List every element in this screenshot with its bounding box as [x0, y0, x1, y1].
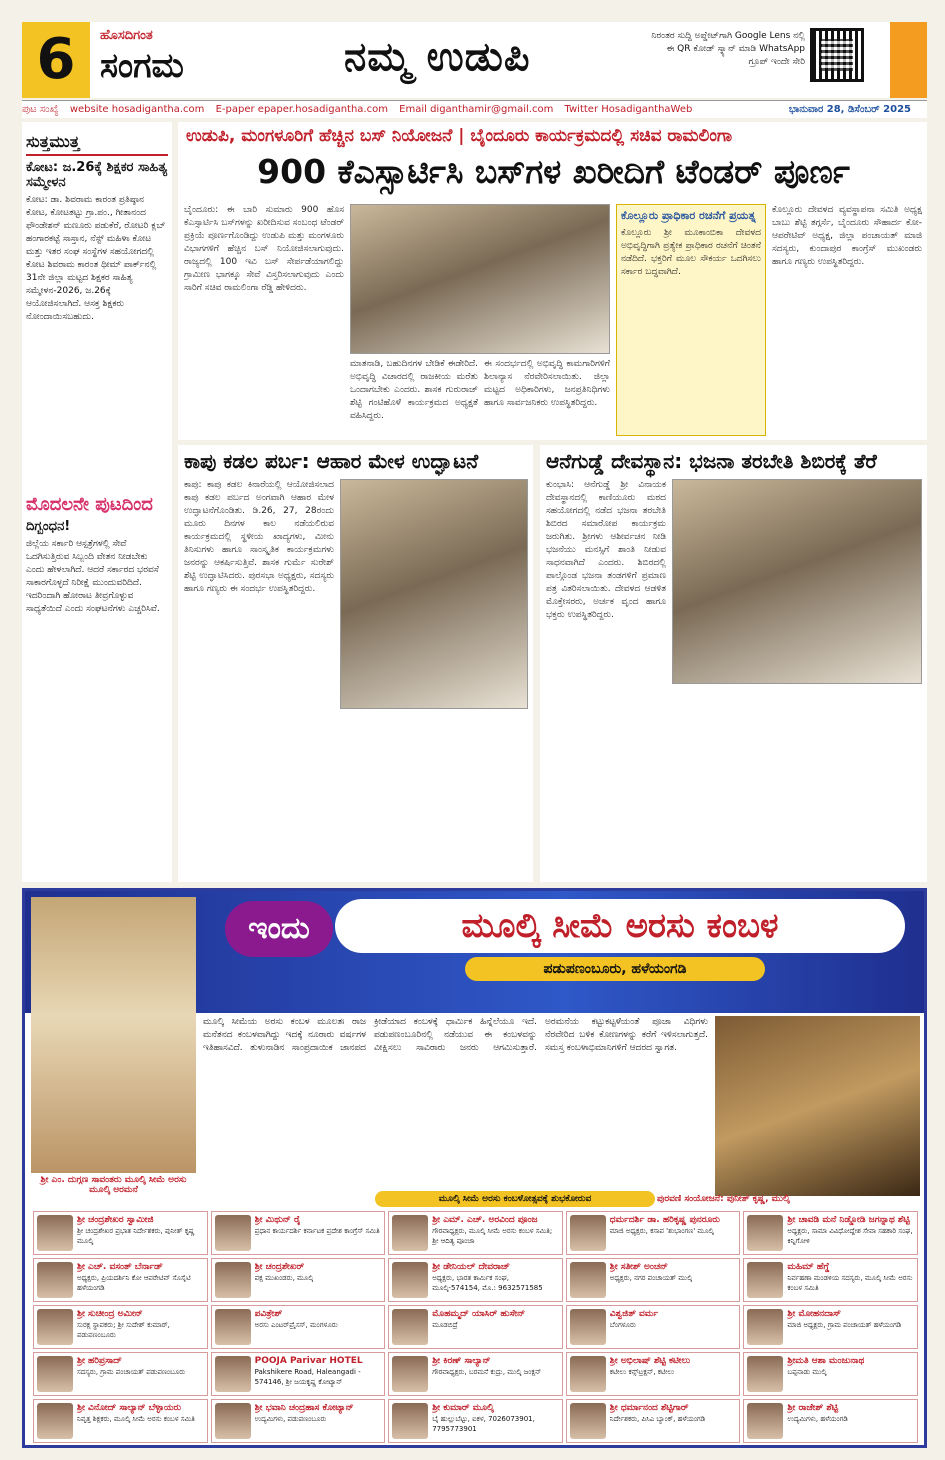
sponsor-info: [255, 1403, 354, 1439]
avatar: [215, 1262, 251, 1298]
sponsor-name: ಶ್ರೀ ಧರ್ಮಾನಂದ ಶೆಟ್ಟಿಗಾರ್: [609, 1403, 689, 1413]
sponsor-role: ಉದ್ಯಮಿಗಳು, ಹಳೆಯಂಗಡಿ: [787, 1415, 848, 1423]
story-aneguddE: [540, 445, 927, 882]
sponsor-card: [33, 1399, 208, 1443]
sponsor-name: ಶ್ರೀ ಎಚ್. ವಸಂತ್ ಬೆರ್ನಾಡ್: [77, 1262, 163, 1272]
ad-portrait-caption: ಶ್ರೀ ಎಂ. ದುಗ್ಗಣ ಸಾವಂತರು ಮೂಲ್ಕಿ ಸೀಮೆ ಅರಸು ಮೂಲ್ಕಿ ಅರಮನೆ: [31, 1173, 196, 1197]
sponsor-card: [211, 1305, 386, 1349]
sponsor-role: ಪಕ್ಷ ಮುಖಂಡರು, ಮೂಲ್ಕಿ: [254, 1274, 314, 1282]
avatar: [747, 1356, 783, 1392]
avatar: [747, 1215, 783, 1251]
info-bar: [22, 100, 927, 118]
news-title[interactable]: ಕೋಟ: ಜ.26ಕ್ಕೆ ಶಿಕ್ಷಕರ ಸಾಹಿತ್ಯ ಸಮ್ಮೇಳನ: [26, 160, 168, 190]
sponsor-info: [432, 1215, 559, 1251]
avatar: [392, 1309, 428, 1345]
ad-wishes: ಮೂಲ್ಕಿ ಸೀಮೆ ಅರಸು ಕಂಬಳೋತ್ಸವಕ್ಕೆ ಶುಭಕೋರುವ: [375, 1191, 655, 1207]
sponsor-role: ಅಧ್ಯಕ್ಷರು, ಪ್ರಿಯದರ್ಶಿನಿ ಕೋ ಆಪರೇಟಿವ್ ಸೊಸೈಟಿ ಹಳೆಯಂಗಡಿ: [77, 1274, 191, 1292]
sponsor-name: ಶ್ರೀ ಡೇನಿಯಲ್ ದೇವರಾಜ್: [432, 1262, 510, 1272]
section-title: ನಮ್ಮ ಉಡುಪಿ: [344, 34, 531, 80]
sponsor-role: ಗೌರವಾಧ್ಯಕ್ಷರು, ಮೂಲ್ಕಿ ಸೀಮೆ ಅರಸು ಕಂಬಳ ಸಮಿತಿ; ಶ್ರೀ ಆದಿತ್ಯ ಪೂಂಜಾ: [432, 1227, 553, 1245]
sponsor-card: [566, 1352, 741, 1396]
sponsor-info: [77, 1309, 204, 1345]
avatar: [392, 1403, 428, 1439]
sponsor-role: ನಿವೃತ್ತ ಶಿಕ್ಷಕರು, ಮೂಲ್ಕಿ ಸೀಮೆ ಅರಸು ಕಂಬಳ ಸಮಿತಿ: [77, 1415, 195, 1423]
sponsor-name: ಶ್ರೀ ಚಾವಡಿ ಮನೆ ನಿಡ್ಡೋಡಿ ಜಗನ್ನಾಥ ಶೆಟ್ಟಿ: [787, 1215, 910, 1225]
sponsor-card: [566, 1211, 741, 1255]
sponsor-name: ಮಹಿಮ್ ಹೆಗ್ಡೆ: [787, 1262, 830, 1272]
sponsor-info: [77, 1356, 185, 1392]
sponsor-card: [388, 1399, 563, 1443]
website-link[interactable]: website hosadigantha.com: [69, 104, 205, 115]
sponsor-role: ಬಪ್ಪನಾಡು ಮುಲ್ಕಿ: [787, 1368, 827, 1376]
ad-portrait: [31, 897, 196, 1197]
avatar: [215, 1356, 251, 1392]
story-aneguddE-text: ಕುಂಭಾಸಿ: ಆನೆಗುಡ್ಡೆ ಶ್ರೀ ವಿನಾಯಕ ದೇವಸ್ಥಾನದಲ್ಲಿ ಕಾಣಿಯೂರು ಮಠದ ಸಹಯೋಗದಲ್ಲಿ ನಡೆದ ಭಜನಾ ತರಬೇತಿ ಶಿಬಿರದ ಸಮಾರೋಪ ಕಾರ್ಯಕ್ರಮ ಜರುಗಿತು. ಶ್ರೀಗಳು ಆಶೀರ್ವಚನ ನೀಡಿ ಭಜನೆಯು ಮನಸ್ಸಿಗೆ ಶಾಂತಿ ನೀಡುವ ಸಾಧನವಾಗಿದೆ ಎಂದರು. ಶಿಬಿರದಲ್ಲಿ ಪಾಲ್ಗೊಂಡ ಭಜನಾ ತಂಡಗಳಿಗೆ ಪ್ರಮಾಣ ಪತ್ರ ವಿತರಿಸಲಾಯಿತು. ದೇವಳದ ಆಡಳಿತ ಮೊಕ್ತೇಸರರು, ಅರ್ಚಕ ವೃಂದ ಹಾಗೂ ಭಕ್ತರು ಉಪಸ್ಥಿತರಿದ್ದರು.: [546, 480, 666, 620]
sponsor-role: ಮೂಡಬಿದ್ರೆ: [432, 1321, 458, 1329]
sponsor-name: ಮೊಹಮ್ಮದ್ ಯಾಸಿರ್ ಹುಸೇನ್: [432, 1309, 526, 1319]
sponsor-card: [566, 1399, 741, 1443]
avatar: [570, 1262, 606, 1298]
sponsor-info: [610, 1215, 720, 1251]
sponsor-card: [743, 1352, 918, 1396]
avatar: [747, 1262, 783, 1298]
avatar: [215, 1309, 251, 1345]
pages-label: ಪುಟ ಸಂಖ್ಯೆ: [22, 104, 59, 115]
sponsor-card: [33, 1211, 208, 1255]
sponsor-grid: [33, 1211, 918, 1443]
page-number: 6: [22, 22, 90, 98]
sponsor-name: ಶ್ರೀ ಸತೀಶ್ ಅಂಚನ್: [609, 1262, 668, 1272]
ad-subtitle: ಪಡುಪಣಂಬೂರು, ಹಳೆಯಂಗಡಿ: [465, 957, 765, 981]
sponsor-info: [77, 1215, 204, 1251]
avatar: [392, 1215, 428, 1251]
ad-buffalo-photo: [715, 1016, 920, 1196]
lead-photo: [350, 204, 610, 354]
box-title: ಸುತ್ತಮುತ್ತ: [26, 132, 168, 156]
lead-text-b: ಮಾತನಾಡಿ, ಬಹುದಿನಗಳ ಬೇಡಿಕೆ ಈಡೇರಿದೆ. ಅಭಿವೃದ್ಧಿ ವಿಚಾರದಲ್ಲಿ ರಾಜಕೀಯ ಮರೆತು ಒಂದಾಗಬೇಕು ಎಂದರು. ಶಾಸಕ ಗುರುರಾಜ್ ಶೆಟ್ಟಿ ಗಂಟಿಹೊಳೆ ಕಾರ್ಯಕ್ರಮದ ಅಧ್ಯಕ್ಷತೆ ವಹಿಸಿದ್ದರು.: [350, 359, 478, 421]
avatar: [392, 1356, 428, 1392]
sponsor-info: [787, 1262, 914, 1298]
sponsor-card: [388, 1305, 563, 1349]
avatar: [570, 1356, 606, 1392]
avatar: [215, 1215, 251, 1251]
avatar: [570, 1215, 606, 1251]
twitter-link[interactable]: Twitter HosadiganthaWeb: [564, 104, 693, 115]
sponsor-info: [787, 1403, 847, 1439]
sponsor-card: [743, 1211, 918, 1255]
sponsor-name: ಧರ್ಮದರ್ಶಿ ಡಾ. ಹರಿಕೃಷ್ಣ ಪುನರೂರು: [609, 1215, 720, 1225]
avatar: [570, 1309, 606, 1345]
sponsor-role: ನಿರ್ದೇಶಕರು, ಪಿಸಿಎ ಬ್ಯಾಂಕ್, ಹಳೆಯಂಗಡಿ: [609, 1415, 706, 1423]
lead-text-c: ಈ ಸಂದರ್ಭದಲ್ಲಿ ಅಭಿವೃದ್ಧಿ ಕಾಮಗಾರಿಗಳಿಗೆ ಶಿಲಾನ್ಯಾಸ ನೆರವೇರಿಸಲಾಯಿತು. ಜಿಲ್ಲಾ ಮಟ್ಟದ ಅಧಿಕಾರಿಗಳು, ಜನಪ್ರತಿನಿಧಿಗಳು ಹಾಗೂ ಸಾರ್ವಜನಿಕರು ಉಪಸ್ಥಿತರಿದ್ದರು.: [484, 359, 610, 408]
sponsor-card: [211, 1258, 386, 1302]
sponsor-card: [388, 1258, 563, 1302]
sponsor-card: [211, 1211, 386, 1255]
sponsor-name: ಪವಿತ್ರೇಶ್: [254, 1309, 283, 1319]
sponsor-info: [77, 1403, 195, 1439]
sponsor-role: Pakshikere Road, Haleangadi - 574146, ಶ್ರೀ ಜಯಕೃಷ್ಣ ಕೋಟ್ಯಾನ್: [254, 1368, 361, 1386]
avatar: [570, 1403, 606, 1439]
sponsor-name: ಶ್ರೀ ಮಿಥುನ್ ರೈ: [254, 1215, 301, 1225]
sponsor-name: POOJA Parivar HOTEL: [254, 1356, 363, 1366]
story-aneguddE-headline[interactable]: ಆನೆಗುಡ್ಡೆ ದೇವಸ್ಥಾನ: ಭಜನಾ ತರಬೇತಿ ಶಿಬಿರಕ್ಕೆ ತೆರೆ: [546, 449, 877, 473]
avatar: [215, 1403, 251, 1439]
sponsor-info: [787, 1215, 914, 1251]
sponsor-role: ಮಾಜಿ ಅಧ್ಯಕ್ಷರು, ಗ್ರಾಮ ಪಂಚಾಯತ್ ಹಳೆಯಂಗಡಿ: [787, 1321, 902, 1329]
story-kapu: [178, 445, 533, 882]
kollur-box-title: ಕೊಲ್ಲೂರು ಪ್ರಾಧಿಕಾರ ರಚನೆಗೆ ಪ್ರಯತ್ನ: [621, 209, 756, 222]
sponsor-name: ಶ್ರೀ ಮೋಹನದಾಸ್: [787, 1309, 841, 1319]
sponsor-role: ಸದಸ್ಯರು, ಗ್ರಾಮ ಪಂಚಾಯತ್ ಪಡುಪಣಂಬೂರು: [77, 1368, 186, 1376]
sponsor-name: ಶ್ರೀ ಹರಿಪ್ರಸಾದ್: [77, 1356, 122, 1366]
kambala-advertisement: [22, 888, 927, 1448]
sponsor-name: ಶ್ರೀ ರಾಜೇಶ್ ಶೆಟ್ಟಿ: [787, 1403, 839, 1413]
avatar: [392, 1262, 428, 1298]
ad-today-badge: ಇಂದು: [225, 901, 333, 957]
sponsor-name: ಶ್ರೀ ಕಿರಣ್ ಸಾಲ್ಯಾನ್: [432, 1356, 491, 1366]
sponsor-name: ಶ್ರೀ ಭವಾನಿ ಚಂದ್ರಹಾಸ ಕೋಟ್ಯಾನ್: [254, 1403, 354, 1413]
sponsor-card: [33, 1258, 208, 1302]
sponsor-role: ಸುರಕ್ಷ ಸ್ಥಾಪಕರು; ಶ್ರೀ ಸುದೇಶ್ ಕುಮಾರ್, ಪಡುಪಣಂಬೂರು: [77, 1321, 170, 1339]
qr-text: ನಿರಂತರ ಸುದ್ದಿ ಅಪ್ಡೇಟ್‌ಗಾಗಿ Google Lens ನಲ್ಲಿ ಈ QR ಕೋಡ್ ಸ್ಕ್ಯಾನ್ ಮಾಡಿ WhatsApp ಗ್ರೂಪ್ ಇಂದೇ ಸೇರಿ: [651, 31, 805, 67]
sponsor-role: ಅಧ್ಯಕ್ಷರು, ನಗರ ಪಂಚಾಯತ್ ಮುಲ್ಕಿ: [609, 1274, 693, 1282]
sponsor-card: [743, 1258, 918, 1302]
sponsor-role: ಅಧ್ಯಕ್ಷರು, ಭಾರತ ಕಾರ್ಮಿಕ ಸಂಘ, ಮೂಲ್ಕಿ-574154, ಮೊ.: 9632571585: [432, 1274, 543, 1292]
sponsor-role: ಗೌರವಾಧ್ಯಕ್ಷರು, ಬರಮನೆ ಕುದ್ರು, ಮುಲ್ಕಿ ಜಂಕ್ಷನ್: [432, 1368, 542, 1376]
ad-organiser: ಪುರವಣಿ ಸಂಯೋಜನೆ: ಪುನೀತ್ ಕೃಷ್ಣ, ಮುಲ್ಕಿ: [657, 1194, 790, 1204]
sponsor-name: ಶ್ರೀ ಚಂದ್ರಶೇಖರ್: [254, 1262, 305, 1272]
story-kapu-headline[interactable]: ಕಾಪು ಕಡಲ ಪರ್ಬ: ಆಹಾರ ಮೇಳ ಉದ್ಘಾಟನೆ: [184, 449, 479, 473]
email-link[interactable]: Email diganthamir@gmail.com: [399, 104, 554, 115]
sponsor-info: [432, 1309, 525, 1345]
sponsor-card: [33, 1352, 208, 1396]
story-kapu-text: ಕಾಪು: ಕಾಪು ಕಡಲ ಕಿನಾರೆಯಲ್ಲಿ ಆಯೋಜಿಸಲಾದ ಕಾಪು ಕಡಲ ಪರ್ಬದ ಅಂಗವಾಗಿ ಆಹಾರ ಮೇಳ ಉದ್ಘಾಟನೆಗೊಂಡಿತು. ಡಿ.26, 27, 28ರಂದು ಮೂರು ದಿನಗಳ ಕಾಲ ನಡೆಯಲಿರುವ ಕಾರ್ಯಕ್ರಮದಲ್ಲಿ ಸ್ಥಳೀಯ ಖಾದ್ಯಗಳು, ಮೀನು ತಿನಿಸುಗಳು ಹಾಗೂ ಸಾಂಸ್ಕೃತಿಕ ಕಾರ್ಯಕ್ರಮಗಳು ಜನರನ್ನು ಆಕರ್ಷಿಸುತ್ತಿವೆ. ಶಾಸಕ ಗುರ್ಮೆ ಸುರೇಶ್ ಶೆಟ್ಟಿ ಉದ್ಘಾಟಿಸಿದರು. ಪುರಸಭಾ ಅಧ್ಯಕ್ಷರು, ಸದಸ್ಯರು ಹಾಗೂ ಗಣ್ಯರು ಈ ಸಂದರ್ಭ ಉಪಸ್ಥಿತರಿದ್ದರು.: [184, 480, 334, 594]
sponsor-role: ಉದ್ಯಮಿಗಳು, ಪಡುಪಣಂಬೂರು: [254, 1415, 327, 1423]
sponsor-card: [743, 1399, 918, 1443]
sponsor-role: ಬೈ ಹುಲ್ಲುಬೆಟ್ಟು, ಐಕಳ, 7026073901, 7795773901: [432, 1415, 535, 1433]
sponsor-card: [211, 1399, 386, 1443]
avatar: [37, 1262, 73, 1298]
sponsor-info: [255, 1309, 338, 1345]
brand-small: ಹೊಸದಿಗಂತ: [100, 28, 153, 43]
feature-text: ಜಿಲ್ಲೆಯ ಸರ್ಕಾರಿ ಆಸ್ಪತ್ರೆಗಳಲ್ಲಿ ಸೇವೆ ಒದಗಿಸುತ್ತಿರುವ ಸಿಬ್ಬಂದಿ ವೇತನ ನೀಡಬೇಕು ಎಂದು ಹೇಳಲಾಗಿದೆ. ಆದರೆ ಸರ್ಕಾರದ ಭರವಸೆ ಸಾಕಾರಗೊಳ್ಳದೆ ನಿರೀಕ್ಷೆ ಮುಂದುವರಿದಿದೆ. ಇದರಿಂದಾಗಿ ಹೋರಾಟ ತೀವ್ರಗೊಳ್ಳುವ ಸಾಧ್ಯತೆಯಿದೆ ಎಂದು ಸಂಘಟನೆಗಳು ಎಚ್ಚರಿಸಿವೆ.: [26, 539, 160, 614]
sponsor-role: ಅರಸು ಎಂಟರ್‌ಪ್ರೈಸಸ್, ಮಂಗಳೂರು: [254, 1321, 338, 1329]
sponsor-role: ಪ್ರಧಾನ ಕಾರ್ಯದರ್ಶಿ ಕರ್ನಾಟಕ ಪ್ರದೇಶ ಕಾಂಗ್ರೆಸ್ ಸಮಿತಿ: [254, 1227, 380, 1235]
sponsor-role: ಅಧ್ಯಕ್ಷರು, ಸಾಮಾ ವಿವಿಧೋದ್ದೇಶ ಸೇವಾ ಸಹಕಾರಿ ಸಂಘ, ಕಿನ್ನಿಗೋಳಿ: [787, 1227, 913, 1245]
sponsor-info: [432, 1403, 559, 1439]
ad-title: ಮೂಲ್ಕಿ ಸೀಮೆ ಅರಸು ಕಂಬಳ: [335, 899, 905, 953]
sponsor-card: [388, 1211, 563, 1255]
sponsor-card: [33, 1305, 208, 1349]
qr-code-icon[interactable]: [810, 28, 864, 82]
story-kapu-photo: [340, 479, 528, 709]
sponsor-info: [610, 1262, 692, 1298]
sponsor-info: [610, 1403, 705, 1439]
sponsor-info: [255, 1356, 382, 1392]
sponsor-name: ಶ್ರೀ ಚಂದ್ರಶೇಖರ ಸ್ವಾಮೀಜಿ: [77, 1215, 154, 1225]
ad-text: ಮೂಲ್ಕಿ ಸೀಮೆಯ ಅರಸು ಕಂಬಳ ಮೂಲತಃ ರಾಜ ಮನೆತನದ ಕಂಬಳವಾಗಿದ್ದು ಇದಕ್ಕೆ ನೂರಾರು ವರ್ಷಗಳ ಇತಿಹಾಸವಿದೆ. ತುಳುನಾಡಿನ ಸಾಂಪ್ರದಾಯಿಕ ಜಾನಪದ ಕ್ರೀಡೆಯಾದ ಕಂಬಳಕ್ಕೆ ಧಾರ್ಮಿಕ ಹಿನ್ನೆಲೆಯೂ ಇದೆ. ಪಡುಪಣಂಬೂರಿನಲ್ಲಿ ನಡೆಯುವ ಈ ಕಂಬಳವನ್ನು ವೀಕ್ಷಿಸಲು ಸಾವಿರಾರು ಜನರು ಆಗಮಿಸುತ್ತಾರೆ. ಅರಮನೆಯ ಕಟ್ಟುಕಟ್ಟಳೆಯಂತೆ ಪೂಜಾ ವಿಧಿಗಳು ನೆರವೇರಿದ ಬಳಿಕ ಕೋಣಗಳನ್ನು ಕರೆಗೆ ಇಳಿಸಲಾಗುತ್ತದೆ. ಸಮಸ್ತ ಕಂಬಳಾಭಿಮಾನಿಗಳಿಗೆ ಆದರದ ಸ್ವಾಗತ.: [203, 1017, 708, 1053]
avatar: [37, 1356, 73, 1392]
sponsor-name: ಶ್ರೀಮತಿ ಆಶಾ ಮಂಜುನಾಥ: [787, 1356, 865, 1366]
lead-text-a: ಬೈಂದೂರು: ಈ ಬಾರಿ ಸುಮಾರು 900 ಹೊಸ ಕೆಎಸ್ಸಾರ್ಟಿಸಿ ಬಸ್‌ಗಳನ್ನು ಖರೀದಿಸುವ ಸಂಬಂಧ ಟೆಂಡರ್ ಪ್ರಕ್ರಿಯೆ ಪೂರ್ಣಗೊಂಡಿದ್ದು ಉಡುಪಿ ಮತ್ತು ಮಂಗಳೂರು ವಿಭಾಗಗಳಿಗೆ ಹೆಚ್ಚಿನ ಬಸ್ ನಿಯೋಜಿಸಲಾಗುವುದು. ರಾಜ್ಯದಲ್ಲಿ 100 ಇವಿ ಬಸ್ ಸೇರ್ಪಡೆಯಾಗಲಿದ್ದು ಗ್ರಾಮೀಣ ಭಾಗಕ್ಕೂ ಸೇವೆ ವಿಸ್ತರಿಸಲಾಗುವುದು ಎಂದು ಸಾರಿಗೆ ಸಚಿವ ರಾಮಲಿಂಗಾ ರೆಡ್ಡಿ ಹೇಳಿದರು.: [184, 205, 344, 293]
sponsor-name: ವಿಶ್ವಜಿತ್ ವರ್ಮ: [609, 1309, 659, 1319]
sponsor-card: [211, 1352, 386, 1396]
sponsor-role: ಮಾಜಿ ಅಧ್ಯಕ್ಷರು, ಕಸಾಪ 'ಶುಭಾಂಗಣ' ಮೂಲ್ಕಿ: [609, 1227, 714, 1235]
sponsor-role: ಶ್ರೀ ಚಂದ್ರಶೇಖರ ಪ್ರಭಾತ ನಿರ್ದೇಶಕರು, ಪುನೀತ್ ಕೃಷ್ಣ ಮೂಲ್ಕಿ: [77, 1227, 195, 1245]
kollur-box-text: ಕೊಲ್ಲೂರು ಶ್ರೀ ಮೂಕಾಂಬಿಕಾ ದೇವಳದ ಅಭಿವೃದ್ಧಿಗಾಗಿ ಪ್ರತ್ಯೇಕ ಪ್ರಾಧಿಕಾರ ರಚನೆಗೆ ಚಿಂತನೆ ನಡೆದಿದೆ. ಭಕ್ತರಿಗೆ ಮೂಲ ಸೌಕರ್ಯ ಒದಗಿಸಲು ಸರ್ಕಾರ ಬದ್ಧವಾಗಿದೆ.: [621, 228, 761, 277]
sponsor-info: [255, 1262, 314, 1298]
lead-text-d: ಕೊಲ್ಲೂರು ದೇವಳದ ವ್ಯವಸ್ಥಾಪನಾ ಸಮಿತಿ ಅಧ್ಯಕ್ಷ ಬಾಬು ಶೆಟ್ಟಿ ತಗ್ಗರ್ಸೆ, ಬೈಂದೂರು ಸೌಹಾರ್ದ ಕೋ-ಆಪರೇಟಿವ್ ಅಧ್ಯಕ್ಷ, ಜಿಲ್ಲಾ ಪಂಚಾಯತ್ ಮಾಜಿ ಸದಸ್ಯರು, ಕುಂದಾಪುರ ಕಾಂಗ್ರೆಸ್ ಮುಖಂಡರು ಹಾಗೂ ಗಣ್ಯರು ಉಪಸ್ಥಿತರಿದ್ದರು.: [772, 205, 922, 267]
sponsor-name: ಶ್ರೀ ವಿನೋದ್ ಸಾಲ್ಯಾನ್ ಬೆಳ್ಳಾಯರು: [77, 1403, 182, 1413]
avatar: [37, 1215, 73, 1251]
lead-kicker: ಉಡುಪಿ, ಮಂಗಳೂರಿಗೆ ಹೆಚ್ಚಿನ ಬಸ್ ನಿಯೋಜನೆ | ಬೈಂದೂರು ಕಾರ್ಯಕ್ರಮದಲ್ಲಿ ಸಚಿವ ರಾಮಲಿಂಗಾ: [186, 126, 733, 146]
avatar: [747, 1309, 783, 1345]
brand-title: ಸಂಗಮ: [100, 46, 184, 86]
sponsor-card: [566, 1305, 741, 1349]
sponsor-info: [255, 1215, 380, 1251]
news-text: ಕೋಟ: ಡಾ. ಶಿವರಾಮ ಕಾರಂತ ಪ್ರತಿಷ್ಠಾನ ಕೋಟ, ಕೋಟತಟ್ಟು ಗ್ರಾ.ಪಂ., ಗೀತಾನಂದ ಫೌಂಡೇಶನ್ ಮಣೂರು ಪಡುಕೆರೆ, ರೋಟರಿ ಕ್ಲಬ್ ಹಂಗಾರಕಟ್ಟೆ ಸಾಸ್ತಾನ, ನೆಸ್ಟ್ ಮಹಿಳಾ ಕೋಟ ಮತ್ತು ಇತರ ಸಂಘ ಸಂಸ್ಥೆಗಳ ಸಹಯೋಗದಲ್ಲಿ ಕೋಟ ಶಿವರಾಮ ಕಾರಂತ ಥೀಮ್ ಪಾರ್ಕ್‌ನಲ್ಲಿ 31ನೇ ಜಿಲ್ಲಾ ಮಟ್ಟದ ಶಿಕ್ಷಕರ ಸಾಹಿತ್ಯ ಸಮ್ಮೇಳನ-2026, ಜ.26ಕ್ಕೆ ಆಯೋಜಿಸಲಾಗಿದೆ. ಆಸಕ್ತ ಶಿಕ್ಷಕರು ನೋಂದಾಯಿಸಬಹುದು.: [26, 195, 166, 322]
lead-story: [178, 122, 927, 440]
sponsor-card: [388, 1352, 563, 1396]
avatar: [747, 1403, 783, 1439]
orange-strip: [890, 22, 927, 98]
feature-subtitle[interactable]: ದಿಗ್ಬಂಧನ!: [26, 519, 71, 534]
sponsor-info: [610, 1309, 658, 1345]
sponsor-name: ಶ್ರೀ ಎಮ್. ಎಚ್. ಅರವಿಂದ ಪೂಂಜ: [432, 1215, 538, 1225]
sponsor-info: [787, 1309, 901, 1345]
sponsor-card: [566, 1258, 741, 1302]
left-column: [22, 122, 172, 882]
sponsor-card: [743, 1305, 918, 1349]
feature-title: ಮೊದಲನೇ ಪುಟದಿಂದ: [26, 494, 153, 515]
sponsor-name: ಶ್ರೀ ಸುಚೀಂದ್ರ ಅಮೀನ್: [77, 1309, 143, 1319]
avatar: [37, 1403, 73, 1439]
sponsor-role: ಬೆಂಗಳೂರು: [609, 1321, 636, 1329]
sponsor-name: ಶ್ರೀ ಕುಮಾರ್ ಮೂಲ್ಕಿ: [432, 1403, 494, 1413]
sponsor-info: [77, 1262, 204, 1298]
sponsor-info: [432, 1356, 541, 1392]
sponsor-info: [432, 1262, 559, 1298]
sponsor-role: ನಿರ್ವಹಣಾ ಮಂಡಳಿಯ ಸದಸ್ಯರು, ಮೂಲ್ಕಿ ಸೀಮೆ ಅರಸು ಕಂಬಳ ಸಮಿತಿ: [787, 1274, 913, 1292]
sponsor-info: [610, 1356, 690, 1392]
kollur-box: [616, 204, 766, 436]
sponsor-name: ಶ್ರೀ ಅಭಿಲಾಷ್ ಶೆಟ್ಟಿ ಕಟೀಲು: [609, 1356, 691, 1366]
epaper-link[interactable]: E-paper epaper.hosadigantha.com: [215, 104, 388, 115]
issue-date: ಭಾನುವಾರ 28, ಡಿಸೆಂಬರ್ 2025: [788, 104, 911, 115]
story-aneguddE-photo: [672, 479, 922, 684]
masthead: [22, 22, 927, 98]
sponsor-role: ಕಟೀಲು ಕನ್ಸ್‌ಟ್ರಕ್ಷನ್, ಕಟೀಲು: [609, 1368, 675, 1376]
sponsor-info: [787, 1356, 864, 1392]
lead-headline[interactable]: 900 ಕೆಎಸ್ಸಾರ್ಟಿಸಿ ಬಸ್‌ಗಳ ಖರೀದಿಗೆ ಟೆಂಡರ್ ಪೂರ್ಣ: [257, 152, 850, 191]
avatar: [37, 1309, 73, 1345]
